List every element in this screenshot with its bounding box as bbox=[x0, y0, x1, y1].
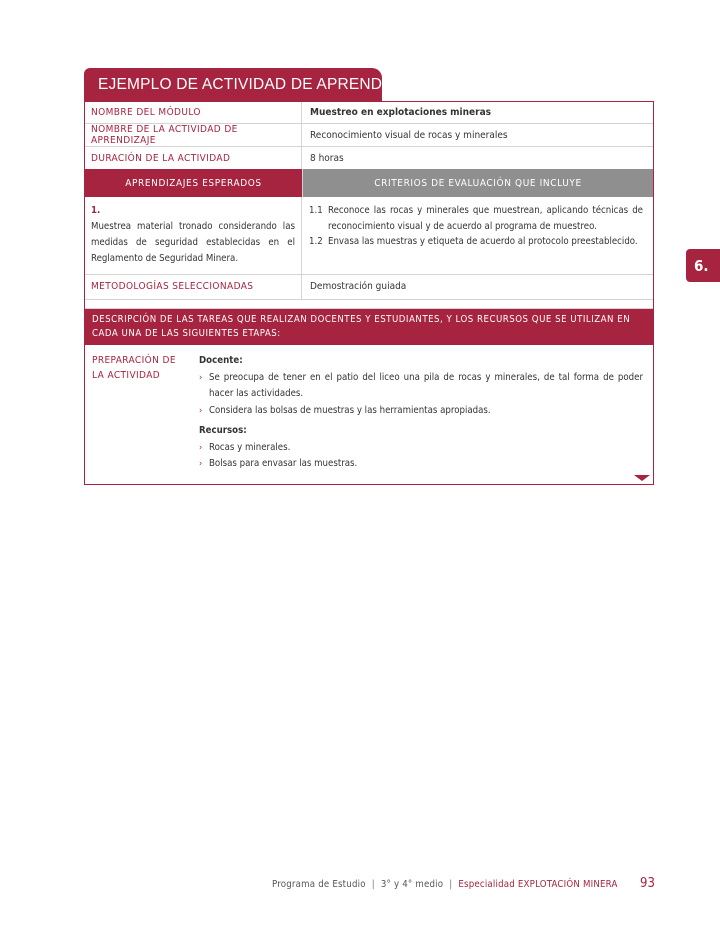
activity-name-label: NOMBRE DE LA ACTIVIDAD DE APRENDIZAJE bbox=[85, 124, 302, 146]
teacher-task-text: Se preocupa de tener en el patio del liceo una pila de rocas y minerales, de tal forma de poder hacer las actividades. bbox=[209, 371, 643, 399]
page-footer bbox=[272, 879, 618, 890]
criteria-cell bbox=[303, 197, 653, 274]
page-number: 93 bbox=[640, 876, 655, 891]
stage-label: PREPARACIÓN DE LA ACTIVIDAD bbox=[85, 345, 193, 484]
criterion-number: 1.2 bbox=[309, 236, 323, 247]
footer-separator: | bbox=[371, 879, 375, 890]
chevron-right-icon: › bbox=[199, 405, 203, 416]
teacher-label: Docente: bbox=[199, 355, 243, 366]
resource-text: Rocas y minerales. bbox=[209, 441, 291, 453]
resource-text: Bolsas para envasar las muestras. bbox=[209, 458, 358, 469]
criterion-text: Reconoce las rocas y minerales que muestrean, aplicando técnicas de reconocimiento visual y de acuerdo al programa de muestreo. bbox=[328, 205, 643, 232]
duration-row bbox=[85, 147, 653, 169]
module-name-value: Muestreo en explotaciones mineras bbox=[310, 107, 492, 118]
expected-learning-cell bbox=[85, 197, 302, 274]
section-divider bbox=[85, 300, 653, 309]
footer-specialty: Especialidad EXPLOTACIÓN MINERA bbox=[458, 879, 618, 890]
activity-name-row bbox=[85, 124, 653, 147]
duration-value: 8 horas bbox=[310, 152, 344, 164]
activity-name-value: Reconocimiento visual de rocas y minerales bbox=[310, 129, 508, 141]
criterion-item bbox=[309, 234, 643, 250]
description-header: DESCRIPCIÓN DE LAS TAREAS QUE REALIZAN DOCENTES Y ESTUDIANTES, Y LOS RECURSOS QUE SE UTILIZAN EN CADA UNA DE LAS SIGUIENTES ETAPAS: bbox=[85, 309, 653, 345]
methodology-row bbox=[85, 274, 653, 300]
resource-item bbox=[199, 456, 643, 473]
resources-label: Recursos: bbox=[199, 425, 247, 436]
methodology-value: Demostración guiada bbox=[310, 281, 407, 292]
activity-table bbox=[84, 101, 654, 485]
footer-level: 3° y 4° medio bbox=[380, 879, 444, 890]
teacher-task-item bbox=[199, 403, 643, 420]
module-name-row bbox=[85, 102, 653, 124]
activity-title: EJEMPLO DE ACTIVIDAD DE APRENDIZAJE bbox=[84, 68, 382, 102]
learning-header-row bbox=[85, 169, 653, 197]
stage-content bbox=[193, 345, 653, 484]
arrow-down-icon[interactable] bbox=[634, 475, 650, 481]
criterion-item bbox=[309, 203, 643, 234]
teacher-task-item bbox=[199, 370, 643, 403]
teacher-task-text: Considera las bolsas de muestras y las herramientas apropiadas. bbox=[209, 404, 491, 416]
footer-separator: | bbox=[449, 879, 453, 890]
footer-program: Programa de Estudio bbox=[272, 879, 366, 890]
chevron-right-icon: › bbox=[199, 459, 203, 469]
duration-label: DURACIÓN DE LA ACTIVIDAD bbox=[85, 147, 302, 169]
evaluation-criteria-header: CRITERIOS DE EVALUACIÓN QUE INCLUYE bbox=[302, 169, 653, 197]
learning-row bbox=[85, 197, 653, 275]
criterion-text: Envasa las muestras y etiqueta de acuerdo al protocolo preestablecido. bbox=[328, 236, 638, 247]
chapter-tab[interactable]: 6. bbox=[686, 249, 720, 282]
expected-learning-header: APRENDIZAJES ESPERADOS bbox=[85, 169, 302, 197]
resource-item bbox=[199, 440, 643, 457]
learning-number: 1. bbox=[91, 205, 101, 216]
chevron-right-icon: › bbox=[199, 372, 203, 383]
chevron-right-icon: › bbox=[199, 442, 203, 453]
criterion-number: 1.1 bbox=[309, 205, 323, 216]
module-name-label: NOMBRE DEL MÓDULO bbox=[85, 102, 302, 123]
methodology-label: METODOLOGÍAS SELECCIONADAS bbox=[85, 274, 302, 299]
learning-text: Muestrea material tronado considerando las medidas de seguridad establecidas en el Reglamento de Seguridad Minera. bbox=[91, 221, 295, 264]
